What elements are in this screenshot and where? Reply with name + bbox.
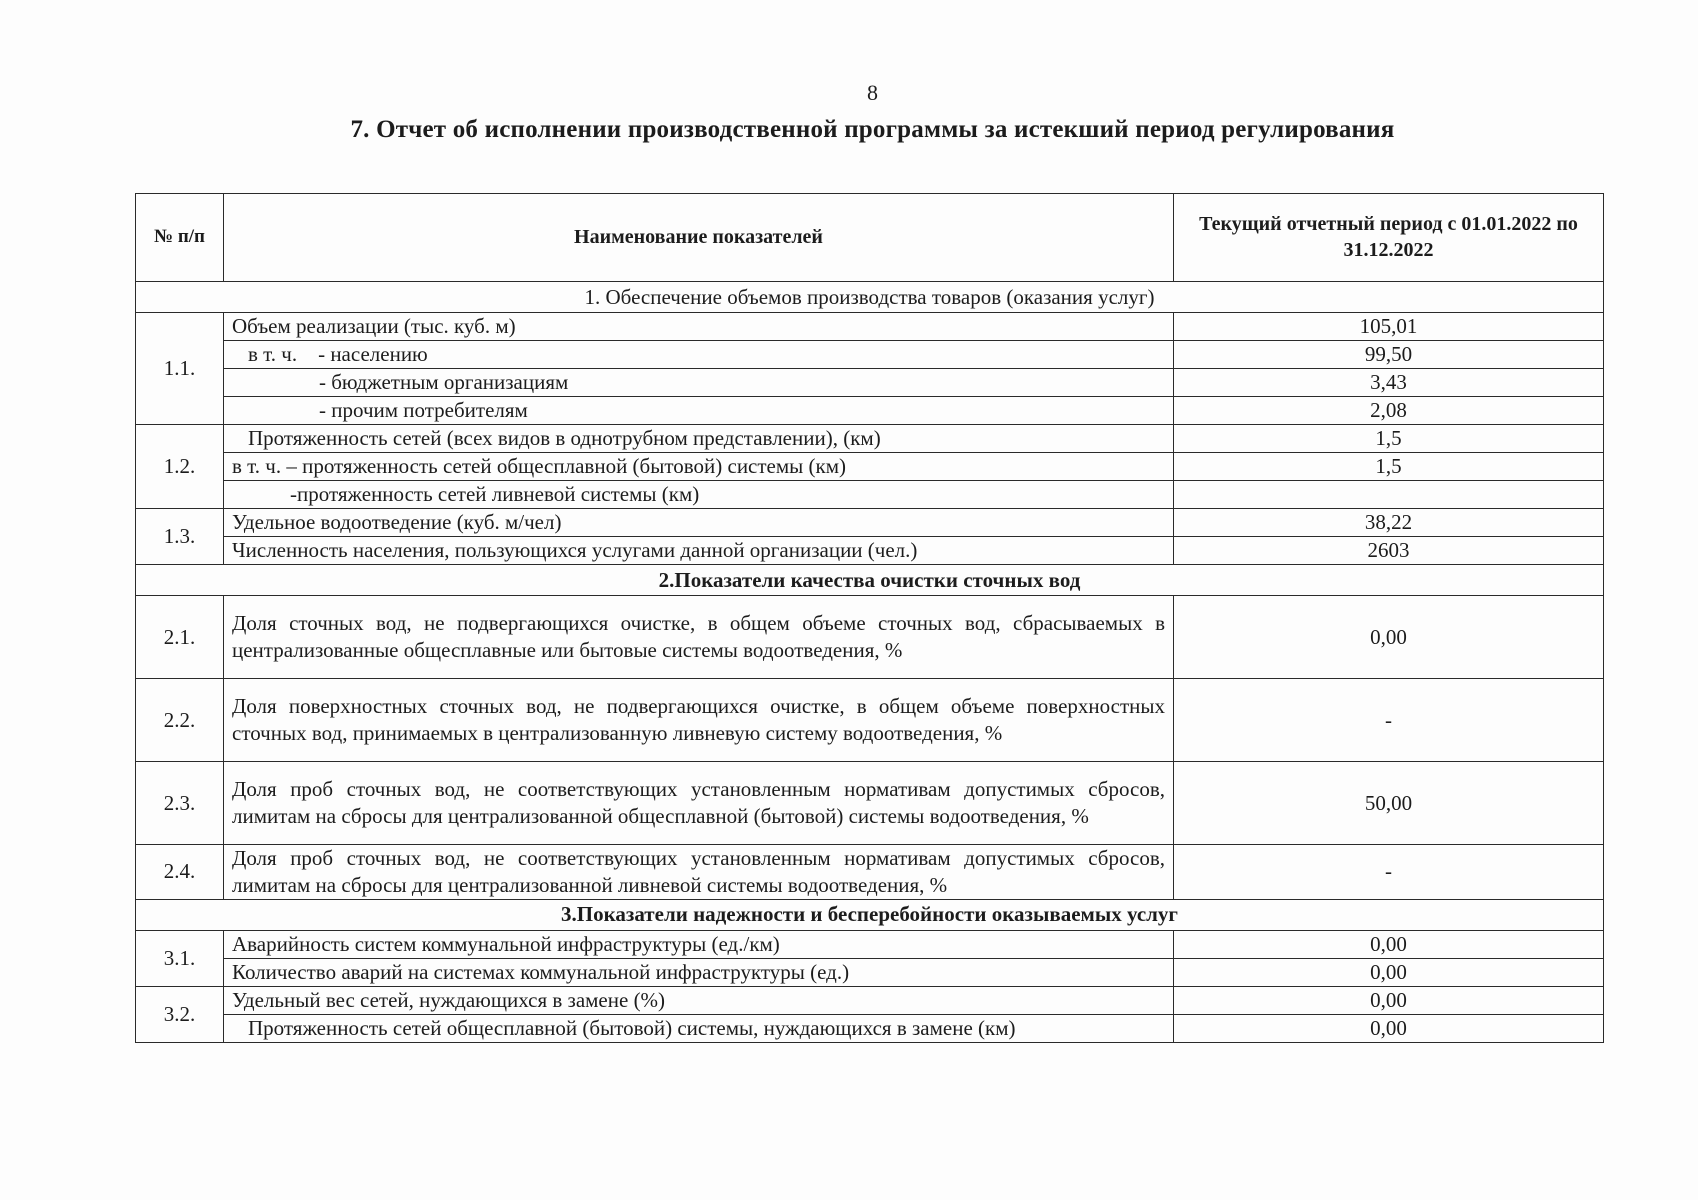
table-row [136, 425, 1604, 453]
table-row [136, 958, 1604, 986]
table-row [136, 679, 1604, 762]
row-number: 2.1. [136, 596, 224, 679]
table-header-row [136, 194, 1604, 282]
table-row [136, 845, 1604, 900]
row-number: 2.3. [136, 762, 224, 845]
row-number: 3.1. [136, 930, 224, 986]
section-3-title: 3.Показатели надежности и бесперебойности оказываемых услуг [136, 899, 1604, 930]
indicator-value: 38,22 [1174, 509, 1604, 537]
table-row [136, 1014, 1604, 1042]
table-row [136, 369, 1604, 397]
indicator-value: 2,08 [1174, 397, 1604, 425]
table-row [136, 481, 1604, 509]
indicator-value [1174, 481, 1604, 509]
header-indicator-name: Наименование показателей [224, 194, 1174, 282]
indicator-name: - бюджетным организациям [224, 369, 1174, 397]
table-row [136, 596, 1604, 679]
table-row [136, 930, 1604, 958]
indicator-name: в т. ч. – протяженность сетей общесплавной (бытовой) системы (км) [224, 453, 1174, 481]
table-row [136, 986, 1604, 1014]
indicator-value: 1,5 [1174, 425, 1604, 453]
table-row [136, 509, 1604, 537]
document-title: 7. Отчет об исполнении производственной программы за истекший период регулирования [350, 116, 1395, 143]
indicator-name: Доля поверхностных сточных вод, не подвергающихся очистке, в общем объеме поверхностных сточных вод, принимаемых в централизованную ливневую систему водоотведения, % [224, 679, 1174, 762]
indicator-value: 0,00 [1174, 1014, 1604, 1042]
row-number: 2.2. [136, 679, 224, 762]
table-row [136, 341, 1604, 369]
row-number: 1.3. [136, 509, 224, 565]
indicator-name: Удельный вес сетей, нуждающихся в замене (%) [224, 986, 1174, 1014]
page-number: 8 [867, 80, 878, 105]
table-row [136, 397, 1604, 425]
row-number: 1.2. [136, 425, 224, 509]
indicator-name: - прочим потребителям [224, 397, 1174, 425]
indicator-name: Доля проб сточных вод, не соответствующих установленным нормативам допустимых сбросов, лимитам на сбросы для централизованной общесплавной (бытовой) системы водоотведения, % [224, 762, 1174, 845]
indicator-name: Объем реализации (тыс. куб. м) [224, 313, 1174, 341]
indicator-value: - [1174, 679, 1604, 762]
section-1-title: 1. Обеспечение объемов производства товаров (оказания услуг) [136, 282, 1604, 313]
row-number: 3.2. [136, 986, 224, 1042]
section-row [136, 565, 1604, 596]
header-number: № п/п [136, 194, 224, 282]
indicator-name: Удельное водоотведение (куб. м/чел) [224, 509, 1174, 537]
indicator-name: Доля сточных вод, не подвергающихся очистке, в общем объеме сточных вод, сбрасываемых в централизованные общесплавные или бытовые системы водоотведения, % [224, 596, 1174, 679]
indicator-value: 2603 [1174, 537, 1604, 565]
indicator-value: - [1174, 845, 1604, 900]
indicator-value: 105,01 [1174, 313, 1604, 341]
table-row [136, 537, 1604, 565]
indicator-name: Численность населения, пользующихся услугами данной организации (чел.) [224, 537, 1174, 565]
indicator-name: Протяженность сетей (всех видов в однотрубном представлении), (км) [224, 425, 1174, 453]
indicator-name: -протяженность сетей ливневой системы (км) [224, 481, 1174, 509]
indicator-name: Доля проб сточных вод, не соответствующих установленным нормативам допустимых сбросов, лимитам на сбросы для централизованной ливневой системы водоотведения, % [224, 845, 1174, 900]
indicator-value: 3,43 [1174, 369, 1604, 397]
section-2-title: 2.Показатели качества очистки сточных вод [136, 565, 1604, 596]
indicator-value: 0,00 [1174, 930, 1604, 958]
report-table [135, 193, 1604, 1043]
section-row [136, 899, 1604, 930]
table-row [136, 313, 1604, 341]
indicator-value: 1,5 [1174, 453, 1604, 481]
section-row [136, 282, 1604, 313]
indicator-value: 0,00 [1174, 986, 1604, 1014]
indicator-value: 0,00 [1174, 596, 1604, 679]
header-current-period: Текущий отчетный период с 01.01.2022 по 31.12.2022 [1174, 194, 1604, 282]
indicator-name: в т. ч. - населению [224, 341, 1174, 369]
indicator-value: 0,00 [1174, 958, 1604, 986]
indicator-name: Аварийность систем коммунальной инфраструктуры (ед./км) [224, 930, 1174, 958]
indicator-value: 50,00 [1174, 762, 1604, 845]
table-row [136, 453, 1604, 481]
row-number: 1.1. [136, 313, 224, 425]
indicator-name: Количество аварий на системах коммунальной инфраструктуры (ед.) [224, 958, 1174, 986]
indicator-name: Протяженность сетей общесплавной (бытовой) системы, нуждающихся в замене (км) [224, 1014, 1174, 1042]
table-row [136, 762, 1604, 845]
row-number: 2.4. [136, 845, 224, 900]
indicator-value: 99,50 [1174, 341, 1604, 369]
